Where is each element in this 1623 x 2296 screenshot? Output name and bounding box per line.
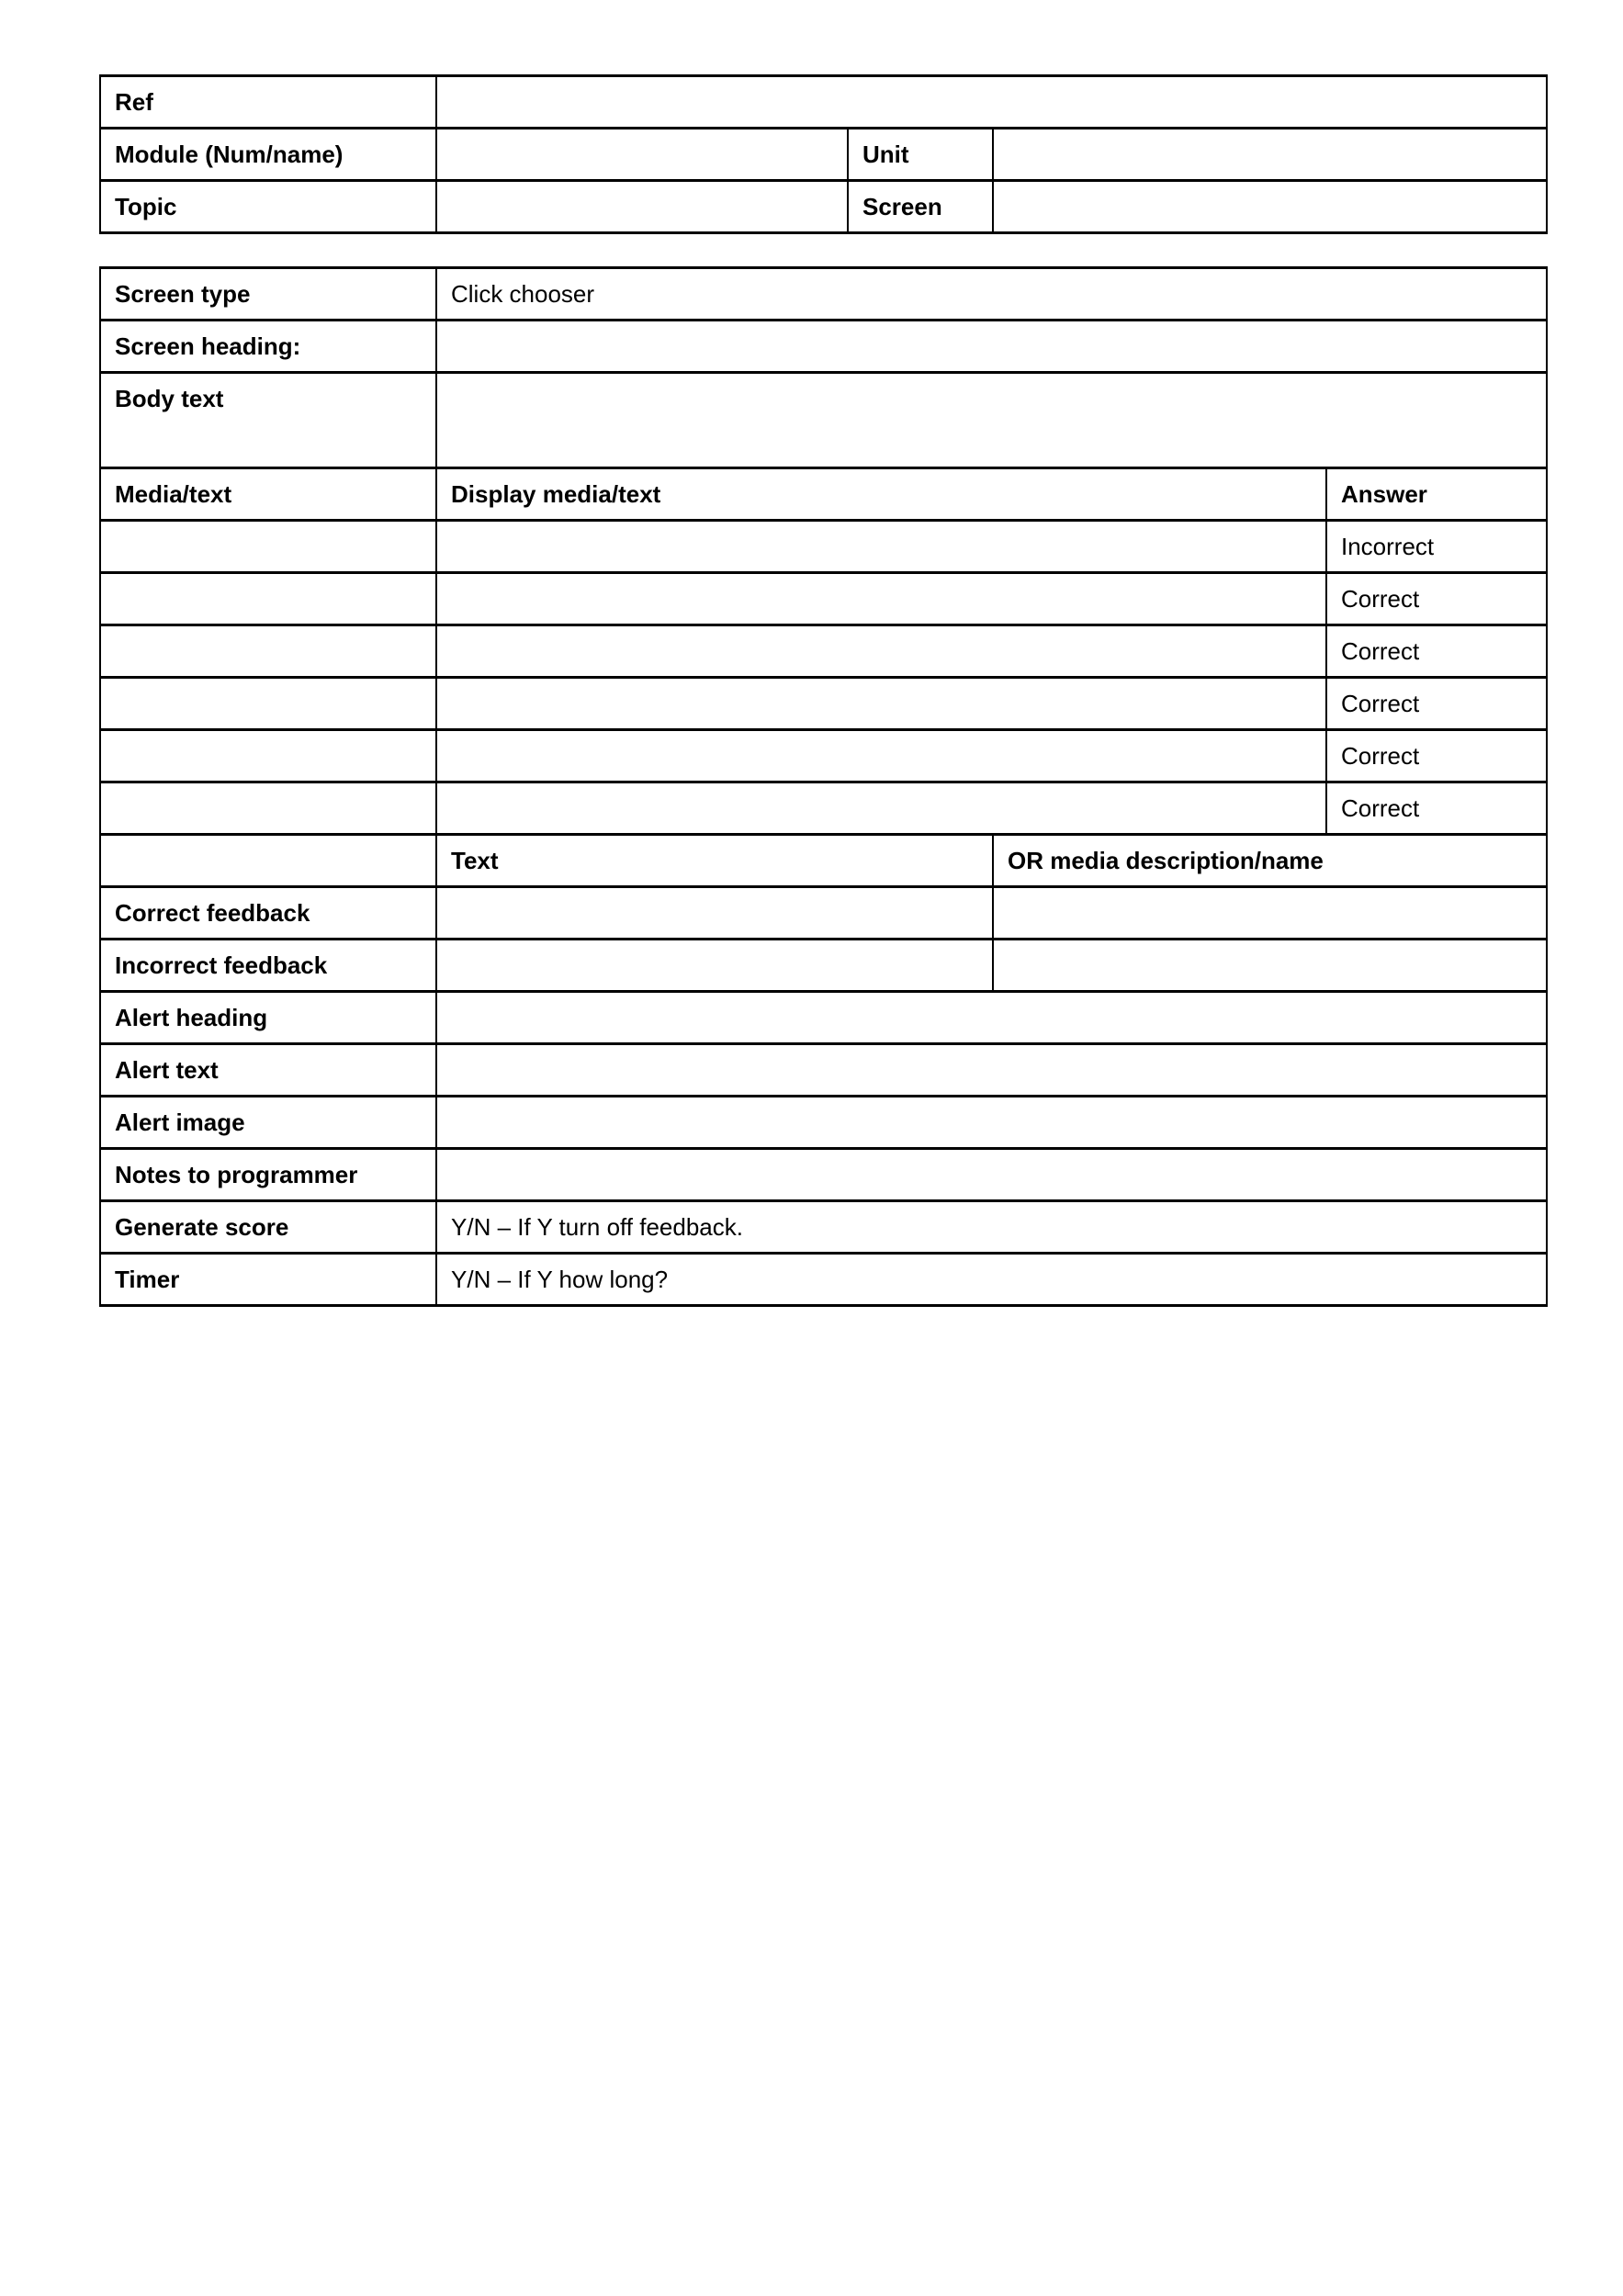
generate-score-row: [100, 1201, 1547, 1254]
ref-value-cell: [436, 76, 1547, 129]
correct-feedback-media-cell: [993, 887, 1547, 940]
body-text-label: Body text: [100, 373, 436, 468]
display-cell-5: [436, 782, 1326, 835]
display-cell-4: [436, 730, 1326, 782]
display-cell-1: [436, 573, 1326, 625]
answer-row: [100, 625, 1547, 678]
text-column-header: Text: [436, 835, 993, 887]
feedback-header-spacer-cell: [100, 835, 436, 887]
answer-header: Answer: [1326, 468, 1547, 521]
alert-image-row: [100, 1097, 1547, 1149]
display-cell-3: [436, 678, 1326, 730]
media-header-row: [100, 468, 1547, 521]
timer-label: Timer: [100, 1254, 436, 1306]
unit-value-cell: [993, 129, 1547, 181]
or-media-column-header: OR media description/name: [993, 835, 1547, 887]
alert-text-label: Alert text: [100, 1044, 436, 1097]
answer-cell-0: Incorrect: [1326, 521, 1547, 573]
answer-row: [100, 730, 1547, 782]
screen-label: Screen: [848, 181, 993, 233]
screen-type-value: Click chooser: [436, 268, 1547, 321]
display-cell-0: [436, 521, 1326, 573]
incorrect-feedback-text-cell: [436, 940, 993, 992]
answer-cell-4: Correct: [1326, 730, 1547, 782]
notes-row: [100, 1149, 1547, 1201]
media-cell-2: [100, 625, 436, 678]
ref-label: Ref: [100, 76, 436, 129]
module-value-cell: [436, 129, 848, 181]
correct-feedback-text-cell: [436, 887, 993, 940]
topic-value-cell: [436, 181, 848, 233]
screen-heading-row: [100, 321, 1547, 373]
generate-score-value: Y/N – If Y turn off feedback.: [436, 1201, 1547, 1254]
answer-cell-5: Correct: [1326, 782, 1547, 835]
media-text-header: Media/text: [100, 468, 436, 521]
display-cell-2: [436, 625, 1326, 678]
alert-heading-row: [100, 992, 1547, 1044]
answer-cell-1: Correct: [1326, 573, 1547, 625]
answer-row: [100, 782, 1547, 835]
media-cell-5: [100, 782, 436, 835]
feedback-header-row: [100, 835, 1547, 887]
alert-text-value-cell: [436, 1044, 1547, 1097]
answer-cell-2: Correct: [1326, 625, 1547, 678]
screen-type-label: Screen type: [100, 268, 436, 321]
screen-heading-value-cell: [436, 321, 1547, 373]
alert-image-value-cell: [436, 1097, 1547, 1149]
media-cell-1: [100, 573, 436, 625]
answer-row: [100, 678, 1547, 730]
unit-label: Unit: [848, 129, 993, 181]
ref-row: [100, 76, 1547, 129]
module-label: Module (Num/name): [100, 129, 436, 181]
timer-value: Y/N – If Y how long?: [436, 1254, 1547, 1306]
body-text-value-cell: [436, 373, 1547, 468]
incorrect-feedback-label: Incorrect feedback: [100, 940, 436, 992]
body-text-row: [100, 373, 1547, 468]
alert-heading-label: Alert heading: [100, 992, 436, 1044]
header-table: [99, 74, 1548, 234]
alert-text-row: [100, 1044, 1547, 1097]
answer-row: [100, 521, 1547, 573]
screen-type-row: [100, 268, 1547, 321]
screen-spec-table: [99, 266, 1548, 1307]
module-row: [100, 129, 1547, 181]
correct-feedback-label: Correct feedback: [100, 887, 436, 940]
answer-cell-3: Correct: [1326, 678, 1547, 730]
screen-value-cell: [993, 181, 1547, 233]
media-cell-4: [100, 730, 436, 782]
incorrect-feedback-media-cell: [993, 940, 1547, 992]
alert-image-label: Alert image: [100, 1097, 436, 1149]
incorrect-feedback-row: [100, 940, 1547, 992]
timer-row: [100, 1254, 1547, 1306]
generate-score-label: Generate score: [100, 1201, 436, 1254]
media-cell-0: [100, 521, 436, 573]
notes-to-programmer-label: Notes to programmer: [100, 1149, 436, 1201]
topic-row: [100, 181, 1547, 233]
topic-label: Topic: [100, 181, 436, 233]
correct-feedback-row: [100, 887, 1547, 940]
notes-value-cell: [436, 1149, 1547, 1201]
answer-row: [100, 573, 1547, 625]
screen-heading-label: Screen heading:: [100, 321, 436, 373]
media-cell-3: [100, 678, 436, 730]
display-media-header: Display media/text: [436, 468, 1326, 521]
alert-heading-value-cell: [436, 992, 1547, 1044]
